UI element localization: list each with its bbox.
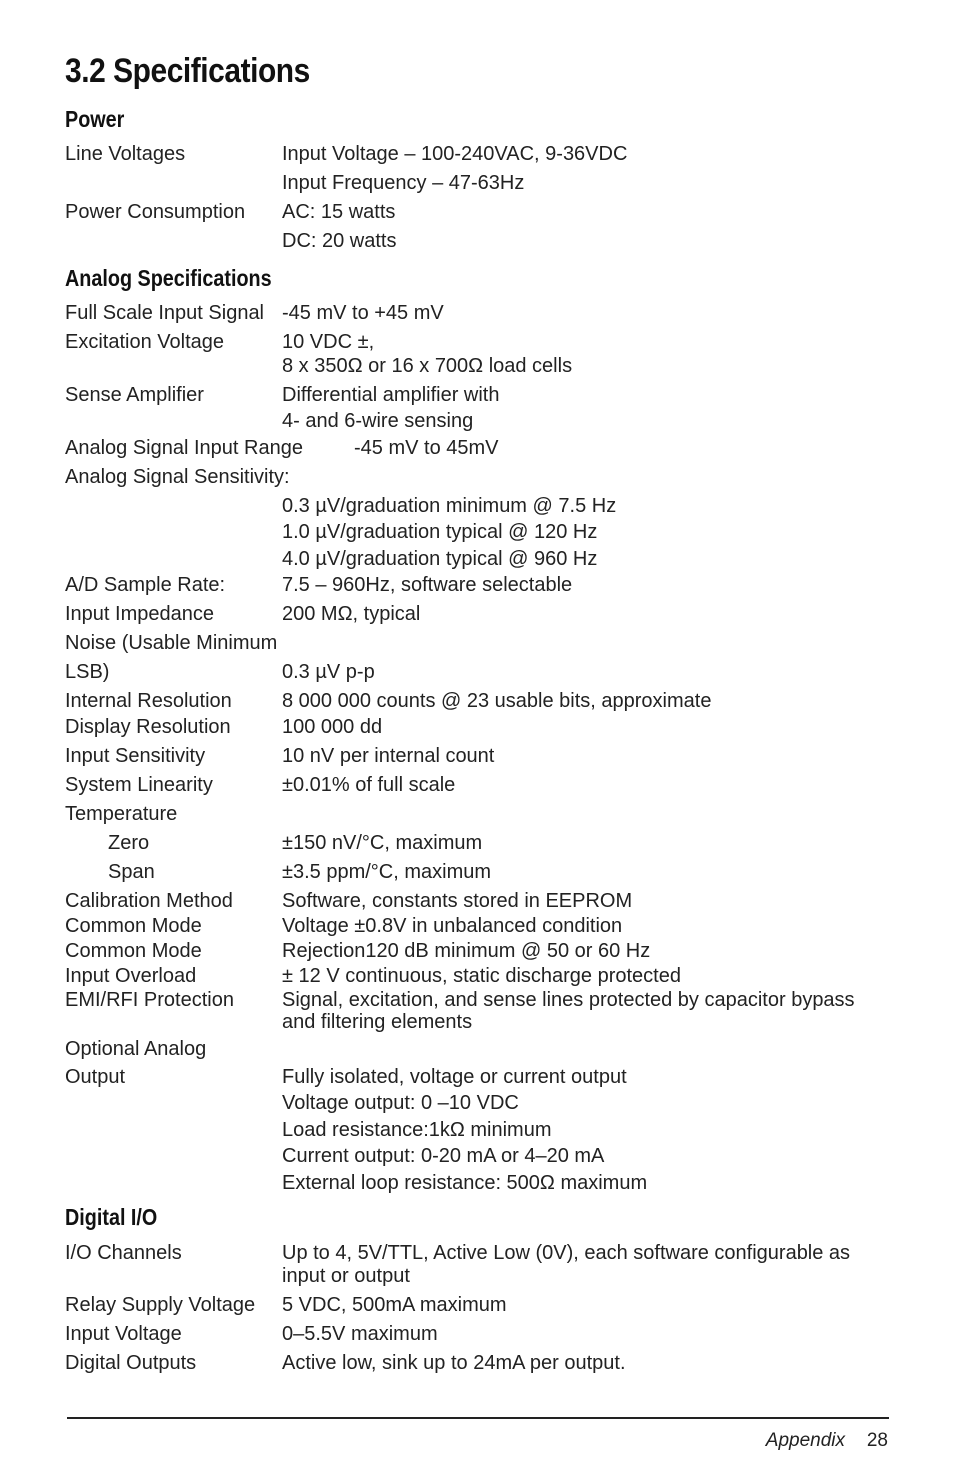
spec-value: Load resistance:1kΩ minimum <box>282 1119 552 1141</box>
spec-value: 200 MΩ, typical <box>282 603 421 625</box>
spec-value: 1.0 µV/graduation typical @ 120 Hz <box>282 521 598 543</box>
spec-value: Voltage output: 0 –10 VDC <box>282 1092 519 1114</box>
spec-value: 0.3 µV/graduation minimum @ 7.5 Hz <box>282 495 617 517</box>
spec-label: A/D Sample Rate: <box>65 574 226 596</box>
spec-value: Software, constants stored in EEPROM <box>282 890 633 912</box>
spec-value: Current output: 0-20 mA or 4–20 mA <box>282 1145 605 1167</box>
spec-label: System Linearity <box>65 774 213 796</box>
spec-value: 100 000 dd <box>282 716 383 738</box>
spec-label: Digital Outputs <box>65 1352 197 1374</box>
spec-label: Optional Analog <box>65 1038 207 1060</box>
spec-label: EMI/RFI Protection <box>65 989 234 1011</box>
spec-value: 5 VDC, 500mA maximum <box>282 1294 507 1316</box>
spec-value: Input Frequency – 47-63Hz <box>282 172 525 194</box>
spec-label: Calibration Method <box>65 890 233 912</box>
spec-value: Input Voltage – 100-240VAC, 9-36VDC <box>282 143 628 165</box>
spec-label: Input Impedance <box>65 603 214 625</box>
spec-label: Line Voltages <box>65 143 186 165</box>
spec-value: Voltage ±0.8V in unbalanced condition <box>282 915 623 937</box>
spec-label: LSB) <box>65 661 110 683</box>
spec-value: Signal, excitation, and sense lines protected by capacitor bypass <box>282 989 855 1011</box>
spec-value: ± 12 V continuous, static discharge protected <box>282 965 681 987</box>
spec-value: External loop resistance: 500Ω maximum <box>282 1172 648 1194</box>
spec-value: 10 nV per internal count <box>282 745 495 767</box>
spec-value: Active low, sink up to 24mA per output. <box>282 1352 626 1374</box>
spec-label: Sense Amplifier <box>65 384 204 406</box>
spec-value: AC: 15 watts <box>282 201 396 223</box>
spec-label: Common Mode <box>65 940 202 962</box>
spec-label: Zero <box>108 832 150 854</box>
section-heading-power: Power <box>65 106 125 132</box>
spec-value: 7.5 – 960Hz, software selectable <box>282 574 573 596</box>
spec-label: Input Sensitivity <box>65 745 206 767</box>
spec-value: Fully isolated, voltage or current output <box>282 1066 627 1088</box>
spec-value: 0.3 µV p-p <box>282 661 375 683</box>
spec-value: input or output <box>282 1265 410 1287</box>
spec-label: Noise (Usable Minimum <box>65 632 278 654</box>
spec-label: Temperature <box>65 803 178 825</box>
spec-label: Output <box>65 1066 126 1088</box>
spec-label: Display Resolution <box>65 716 231 738</box>
spec-label: Analog Signal Input Range <box>65 437 303 459</box>
spec-value: ±0.01% of full scale <box>282 774 456 796</box>
spec-value: 8 000 000 counts @ 23 usable bits, approximate <box>282 690 712 712</box>
spec-label: Internal Resolution <box>65 690 232 712</box>
spec-value: 4.0 µV/graduation typical @ 960 Hz <box>282 548 598 570</box>
spec-value: -45 mV to 45mV <box>354 437 499 459</box>
spec-value: ±150 nV/°C, maximum <box>282 832 483 854</box>
spec-value: Differential amplifier with <box>282 384 500 406</box>
spec-label: Relay Supply Voltage <box>65 1294 256 1316</box>
section-heading-digital: Digital I/O <box>65 1204 158 1230</box>
spec-value: Up to 4, 5V/TTL, Active Low (0V), each software configurable as <box>282 1242 851 1264</box>
spec-value: 8 x 350Ω or 16 x 700Ω load cells <box>282 355 573 377</box>
spec-value: 10 VDC ±, <box>282 331 375 353</box>
spec-label: Input Overload <box>65 965 197 987</box>
footer-rule <box>67 1417 889 1419</box>
spec-label: Span <box>108 861 155 883</box>
spec-label: Input Voltage <box>65 1323 182 1345</box>
spec-value: Rejection120 dB minimum @ 50 or 60 Hz <box>282 940 651 962</box>
spec-value: 0–5.5V maximum <box>282 1323 438 1345</box>
page-title: 3.2 Specifications <box>65 52 310 90</box>
spec-value: -45 mV to +45 mV <box>282 302 444 324</box>
spec-value: 4- and 6-wire sensing <box>282 410 474 432</box>
spec-value: DC: 20 watts <box>282 230 397 252</box>
footer-section-label: Appendix <box>765 1430 845 1451</box>
spec-label: Analog Signal Sensitivity: <box>65 466 290 488</box>
spec-value: ±3.5 ppm/°C, maximum <box>282 861 492 883</box>
spec-label: Power Consumption <box>65 201 246 223</box>
section-heading-analog: Analog Specifications <box>65 265 272 291</box>
spec-value: and filtering elements <box>282 1011 473 1033</box>
page-number: 28 <box>866 1430 888 1451</box>
spec-label: Excitation Voltage <box>65 331 224 353</box>
spec-label: I/O Channels <box>65 1242 182 1264</box>
spec-label: Full Scale Input Signal <box>65 302 265 324</box>
spec-label: Common Mode <box>65 915 202 937</box>
